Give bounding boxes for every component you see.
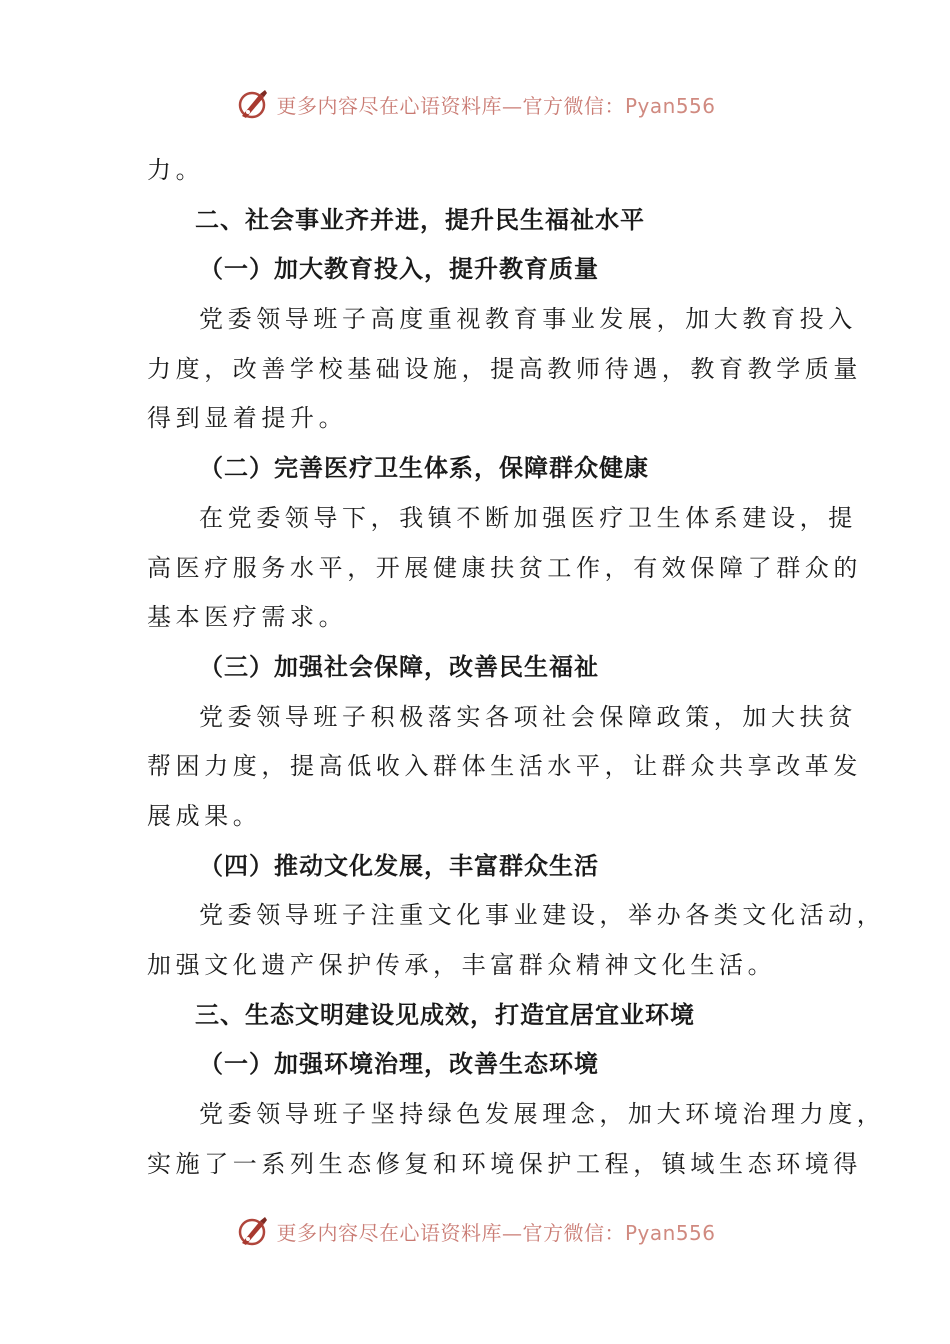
watermark-brand: Pyan556: [624, 93, 716, 118]
body-line: 加强文化遗产保护传承，丰富群众精神文化生活。: [147, 951, 777, 979]
body-line: 力。: [147, 156, 205, 184]
section-heading: 二、社会事业齐并进，提升民生福祉水平: [195, 205, 645, 234]
document-body: [147, 146, 886, 1189]
body-line: 党委领导班子高度重视教育事业发展，加大教育投入: [199, 305, 857, 334]
body-line: 党委领导班子注重文化事业建设，举办各类文化活动，: [199, 901, 886, 930]
body-line: 得到显着提升。: [147, 404, 348, 433]
pen-circle-icon: [234, 1213, 270, 1249]
watermark-text: 更多内容尽在心语资料库—官方微信：Pyan556: [276, 1220, 716, 1245]
body-line: 基本医疗需求。: [147, 603, 348, 632]
body-line: 帮困力度，提高低收入群体生活水平，让群众共享改革发: [147, 752, 862, 781]
section-heading: 三、生态文明建设见成效，打造宜居宜业环境: [195, 1000, 695, 1029]
body-line: 党委领导班子积极落实各项社会保障政策，加大扶贫: [199, 702, 857, 731]
body-line: 力度，改善学校基础设施，提高教师待遇，教育教学质量: [147, 354, 862, 383]
body-line: 实施了一系列生态修复和环境保护工程，镇域生态环境得: [147, 1149, 862, 1178]
watermark-brand: Pyan556: [624, 1220, 716, 1245]
body-line: 在党委领导下，我镇不断加强医疗卫生体系建设，提: [199, 503, 857, 532]
watermark-text: 更多内容尽在心语资料库—官方微信：Pyan556: [276, 93, 716, 118]
subsection-heading: （三）加强社会保障，改善民生福祉: [199, 652, 599, 681]
subsection-heading: （二）完善医疗卫生体系，保障群众健康: [199, 454, 649, 483]
pen-circle-icon: [234, 86, 270, 122]
body-line: 展成果。: [147, 801, 262, 830]
body-line: 高医疗服务水平，开展健康扶贫工作，有效保障了群众的: [147, 553, 862, 582]
subsection-heading: （一）加大教育投入，提升教育质量: [199, 255, 599, 284]
footer-watermark: [0, 1211, 950, 1251]
body-line: 党委领导班子坚持绿色发展理念，加大环境治理力度，: [199, 1100, 886, 1129]
subsection-heading: （一）加强环境治理，改善生态环境: [199, 1050, 599, 1079]
subsection-heading: （四）推动文化发展，丰富群众生活: [199, 851, 599, 880]
header-watermark: [0, 84, 950, 124]
